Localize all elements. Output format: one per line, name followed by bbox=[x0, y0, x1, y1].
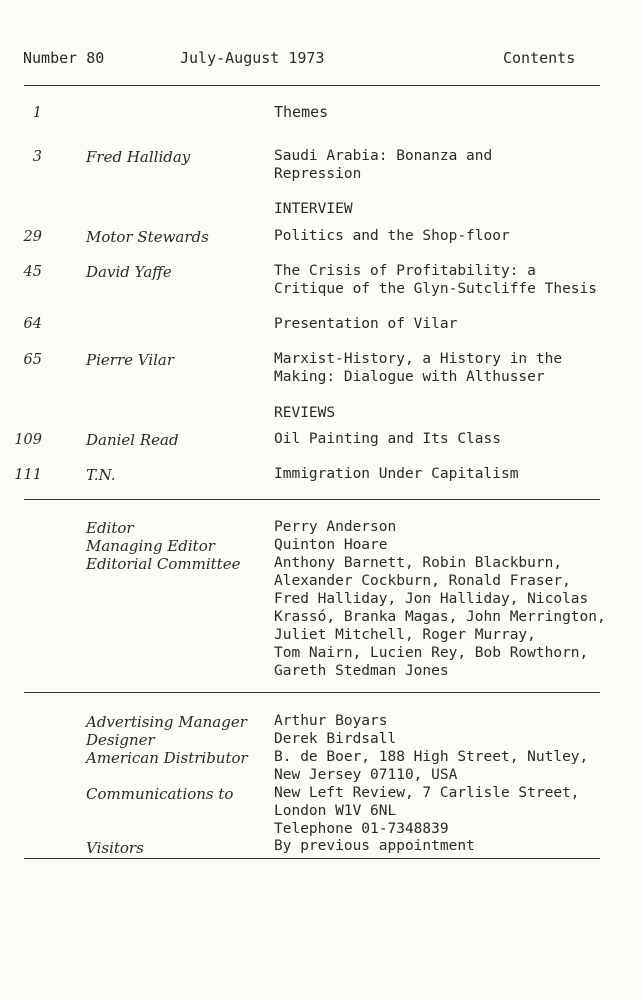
issue-number: Number 80 bbox=[23, 49, 105, 67]
page-number: 111 bbox=[14, 467, 42, 483]
page-number: 109 bbox=[14, 432, 42, 448]
article-title: Themes bbox=[274, 103, 329, 121]
footer-rule bbox=[24, 858, 600, 859]
article-title: Oil Painting and Its Class bbox=[274, 431, 501, 447]
article-title: Presentation of Vilar bbox=[274, 316, 458, 332]
advertising-manager-name: Arthur Boyars bbox=[274, 713, 388, 729]
page-number: 3 bbox=[32, 149, 42, 165]
article-author: Pierre Vilar bbox=[86, 351, 175, 369]
managing-editor-name: Quinton Hoare bbox=[274, 537, 388, 553]
designer-label: Designer bbox=[86, 731, 155, 749]
visitors-info: By previous appointment bbox=[274, 838, 475, 854]
issue-date: July-August 1973 bbox=[180, 49, 325, 67]
editorial-committee-label: Editorial Committee bbox=[86, 555, 241, 573]
american-distributor-address: B. de Boer, 188 High Street, Nutley, New Jersey 07110, USA bbox=[274, 749, 589, 783]
contents-heading: Contents bbox=[503, 49, 576, 67]
article-author: Daniel Read bbox=[86, 431, 179, 449]
communications-address: New Left Review, 7 Carlisle Street, London W1V 6NL Telephone 01-7348839 bbox=[274, 785, 580, 837]
page-number: 29 bbox=[23, 229, 42, 245]
article-author: David Yaffe bbox=[86, 263, 172, 281]
communications-label: Communications to bbox=[86, 785, 234, 803]
section-heading-reviews: REVIEWS bbox=[274, 405, 336, 421]
article-author: Motor Stewards bbox=[86, 228, 209, 246]
american-distributor-label: American Distributor bbox=[86, 749, 248, 767]
article-title: Politics and the Shop-floor bbox=[274, 228, 510, 244]
contents-rule bbox=[24, 499, 600, 500]
header-rule bbox=[24, 85, 600, 86]
page-number: 1 bbox=[32, 105, 42, 121]
page-number: 65 bbox=[23, 352, 42, 368]
editorial-committee-names: Anthony Barnett, Robin Blackburn, Alexander Cockburn, Ronald Fraser, Fred Halliday, Jon Halliday, Nicolas Krassó, Branka Magas, John Merrington, Juliet Mitchell, Roger Murray, Tom Nairn, Lucien Rey, Bob Rowthorn, Gareth Stedman Jones bbox=[274, 555, 606, 679]
staff-rule bbox=[24, 692, 600, 693]
article-title: Immigration Under Capitalism bbox=[274, 466, 519, 482]
page-number: 45 bbox=[23, 264, 42, 280]
editor-name: Perry Anderson bbox=[274, 519, 397, 535]
visitors-label: Visitors bbox=[86, 839, 144, 857]
editor-label: Editor bbox=[86, 519, 134, 537]
article-title: Saudi Arabia: Bonanza and Repression bbox=[274, 148, 493, 182]
article-author: T.N. bbox=[86, 466, 116, 484]
page-number: 64 bbox=[23, 316, 42, 332]
article-title: The Crisis of Profitability: a Critique of the Glyn-Sutcliffe Thesis bbox=[274, 263, 598, 297]
article-author: Fred Halliday bbox=[86, 148, 191, 166]
advertising-manager-label: Advertising Manager bbox=[86, 713, 247, 731]
article-title: Marxist-History, a History in the Making: Dialogue with Althusser bbox=[274, 351, 563, 385]
managing-editor-label: Managing Editor bbox=[86, 537, 215, 555]
section-heading-interview: INTERVIEW bbox=[274, 201, 353, 217]
designer-name: Derek Birdsall bbox=[274, 731, 397, 747]
